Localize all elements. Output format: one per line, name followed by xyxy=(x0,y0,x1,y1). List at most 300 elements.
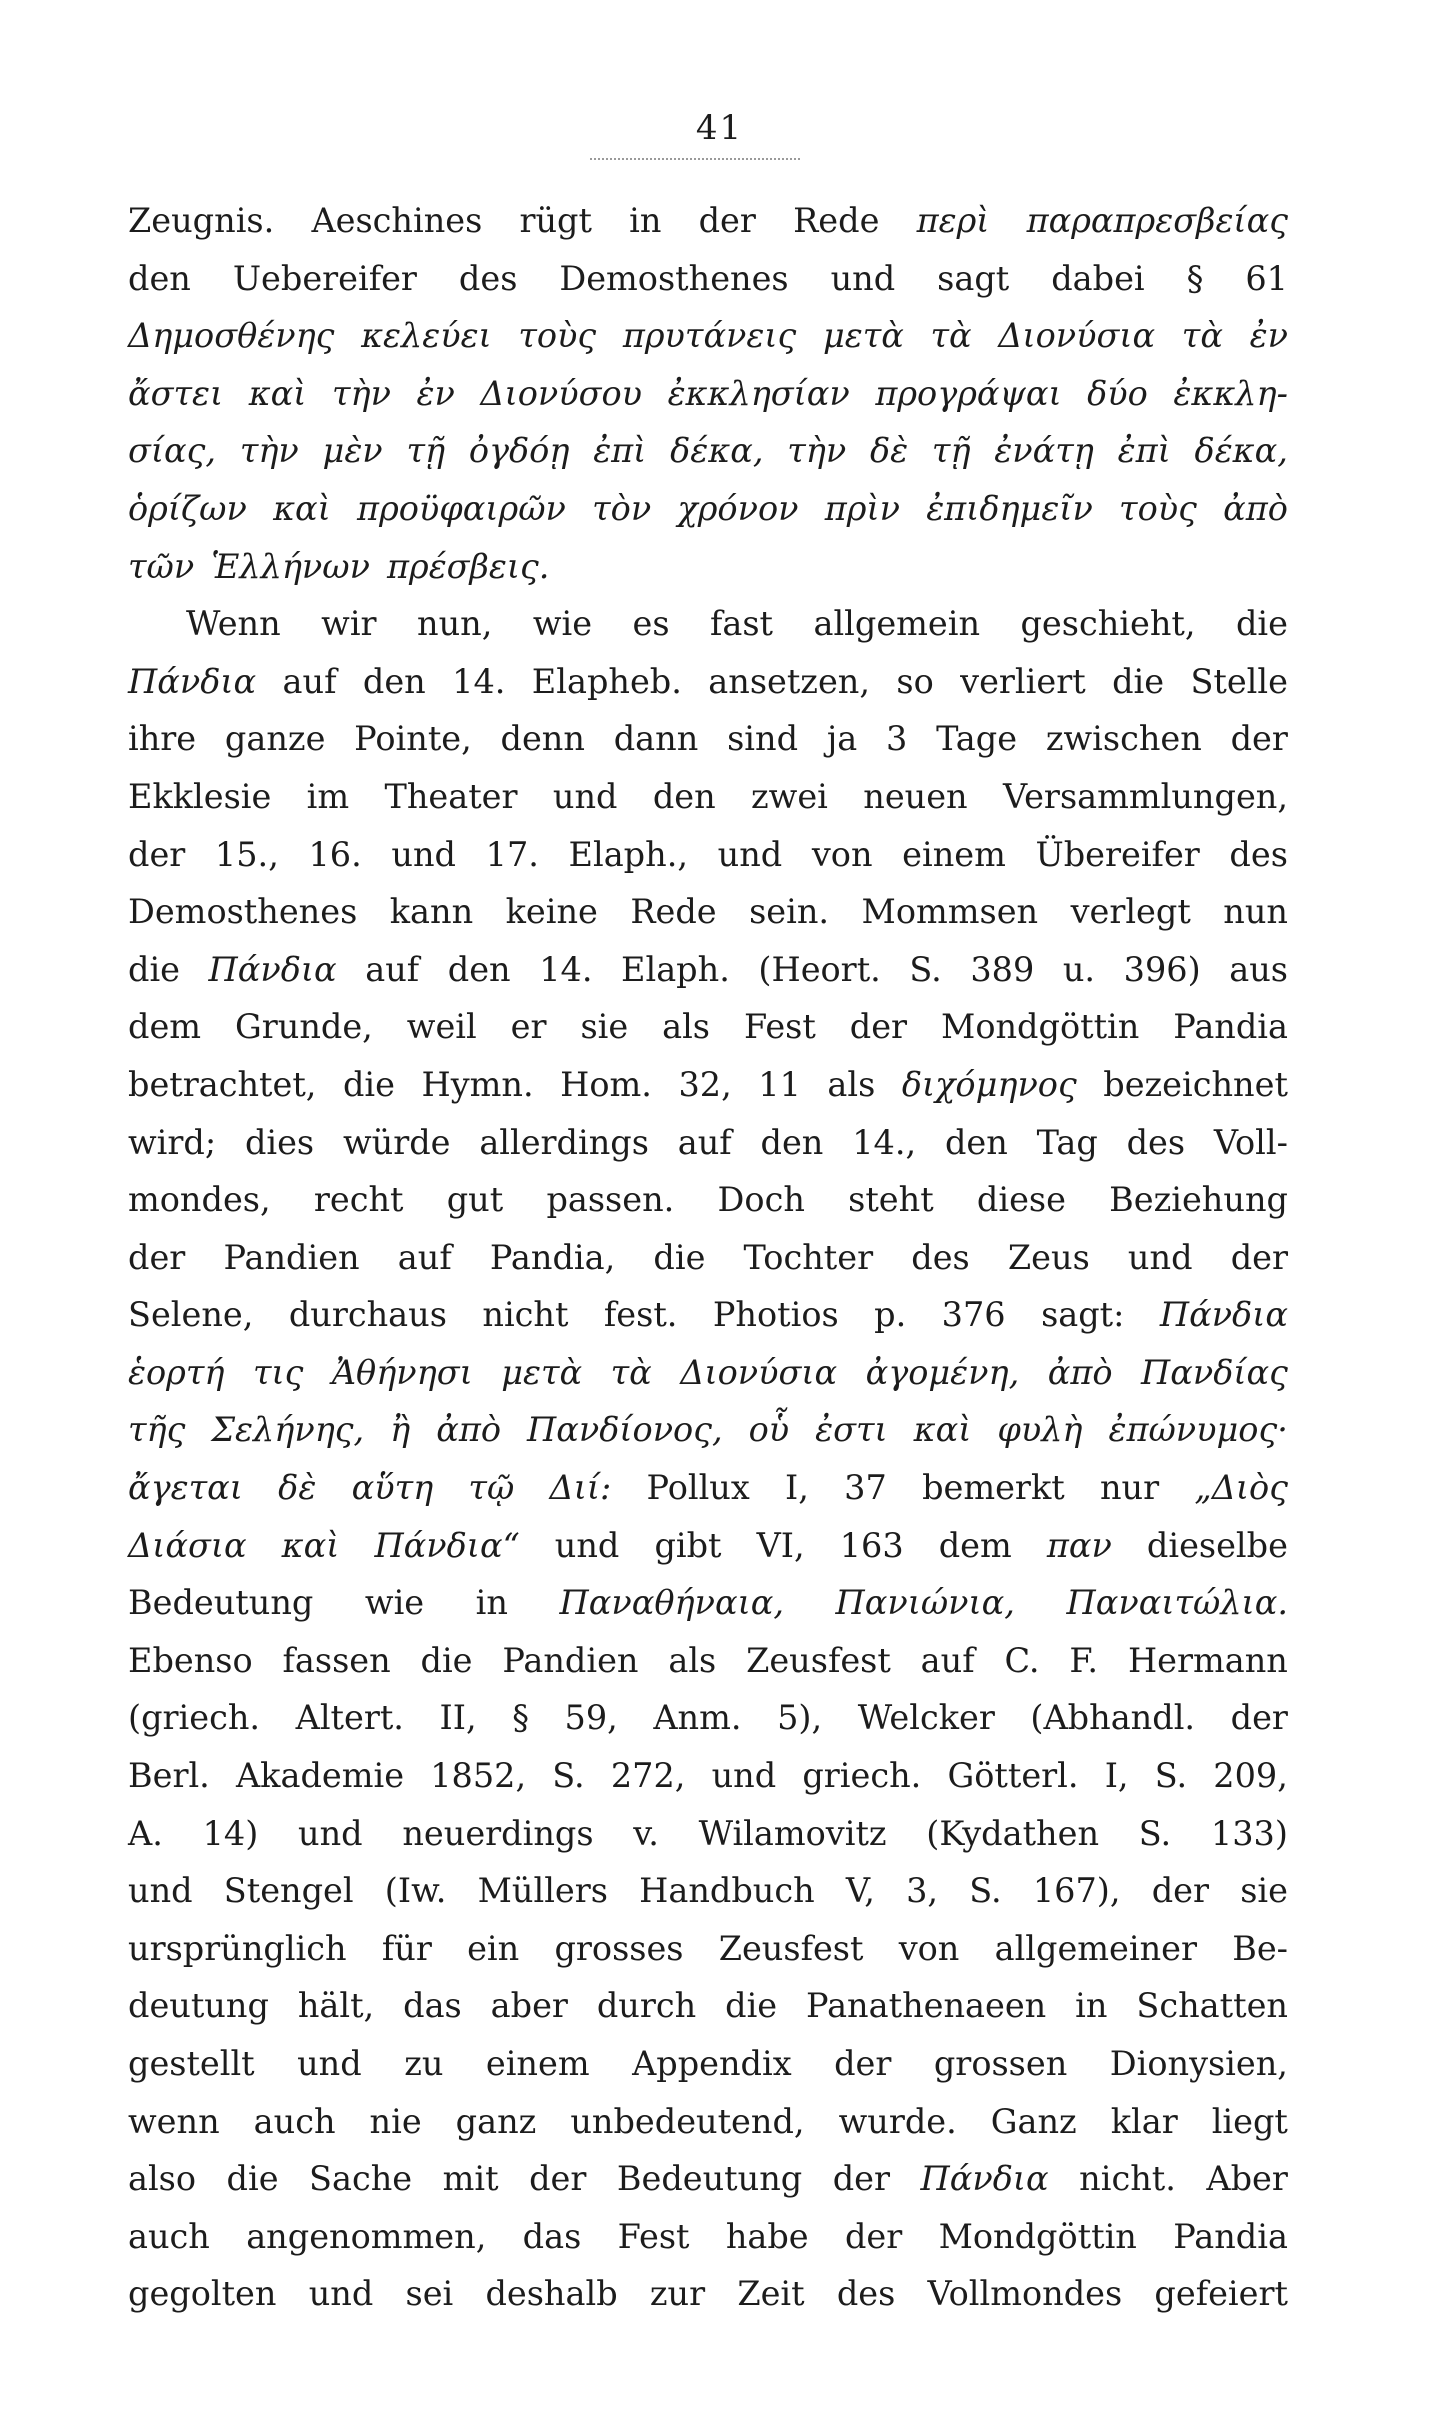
word: Πάνδια“ xyxy=(374,1525,520,1565)
word: von xyxy=(811,834,873,874)
word: „Διὸς xyxy=(1194,1468,1288,1508)
word: αὕτη xyxy=(351,1468,434,1508)
word: πρυτάνεις xyxy=(622,316,797,356)
word: Selene, xyxy=(128,1295,254,1335)
word: und xyxy=(717,834,783,874)
word: Σελήνης, xyxy=(211,1410,365,1450)
text-line xyxy=(128,2150,1288,2208)
word: sagt xyxy=(937,258,1010,298)
word: ἐνάτῃ xyxy=(994,431,1094,471)
word: II, xyxy=(439,1698,477,1738)
word: würde xyxy=(342,1122,451,1162)
word: ἐπιδημεῖν xyxy=(926,488,1093,528)
word: Πανδίας xyxy=(1141,1352,1288,1392)
word: den xyxy=(447,949,511,989)
word: Διονύσια xyxy=(998,316,1156,356)
word: Zeusfest xyxy=(718,1928,864,1968)
word: sie xyxy=(580,1007,629,1047)
word: διχόμηνος xyxy=(901,1064,1077,1104)
word: 14., xyxy=(852,1122,917,1162)
word: und xyxy=(297,2044,362,2083)
word: auch xyxy=(253,2101,336,2141)
word: Hom. xyxy=(560,1064,652,1104)
word: 209, xyxy=(1213,1756,1288,1796)
word: Welcker xyxy=(857,1698,995,1738)
word: 3, xyxy=(906,1871,939,1911)
text-line xyxy=(128,1977,1288,2035)
word: ἐπὶ xyxy=(1117,431,1171,471)
word: Pandien xyxy=(223,1237,360,1277)
word: Ἀθήνησι xyxy=(331,1352,473,1392)
word: παν xyxy=(1046,1525,1112,1565)
word: und xyxy=(128,1871,193,1911)
word: und xyxy=(554,1525,620,1565)
word: κελεύει xyxy=(361,316,492,356)
word: τὴν xyxy=(787,431,847,471)
word: (Kydathen xyxy=(926,1813,1100,1853)
word: zur xyxy=(649,2274,706,2314)
word: wird; xyxy=(128,1122,217,1162)
word: diese xyxy=(976,1180,1066,1220)
word: S. xyxy=(1154,1756,1188,1796)
word: Pandia, xyxy=(489,1237,616,1277)
word: μετὰ xyxy=(822,316,904,356)
word: Παναιτώλια. xyxy=(1066,1583,1288,1623)
word: Tochter xyxy=(743,1237,874,1277)
text-line xyxy=(128,1574,1288,1632)
text-line xyxy=(128,826,1288,884)
word: neuen xyxy=(863,776,968,816)
word: und xyxy=(391,834,456,874)
word: 17. xyxy=(485,834,539,874)
word: sind xyxy=(727,719,799,759)
word: τῇ xyxy=(931,431,971,471)
word: (Abhandl. xyxy=(1030,1698,1196,1738)
word: das xyxy=(522,2216,582,2256)
word: τοὺς xyxy=(518,316,597,356)
word: 14) xyxy=(202,1813,259,1853)
word: und xyxy=(830,258,896,298)
word: ἀγομένη, xyxy=(865,1352,1020,1392)
word: deutung xyxy=(128,1986,269,2026)
word: des xyxy=(1126,1122,1186,1162)
word: ἑορτή xyxy=(128,1352,225,1392)
text-line xyxy=(128,2035,1288,2093)
word: der xyxy=(834,2044,892,2083)
word: ἐν xyxy=(416,373,455,413)
word: Bedeutung xyxy=(616,2159,803,2199)
word: so xyxy=(896,661,934,701)
word: betrachtet, xyxy=(128,1064,317,1104)
word: τὴν xyxy=(239,431,299,471)
word: Handbuch xyxy=(639,1871,815,1911)
word: sei xyxy=(405,2274,454,2314)
word: dieselbe xyxy=(1146,1525,1288,1565)
word: die xyxy=(1112,661,1165,701)
word: wir xyxy=(321,604,377,644)
word: verliert xyxy=(960,661,1086,701)
word: das xyxy=(403,1986,462,2026)
word: Hymn. xyxy=(421,1064,534,1104)
word: 1852, xyxy=(430,1756,527,1796)
word: nun xyxy=(1223,892,1288,932)
word: geschieht, xyxy=(1020,604,1196,644)
word: der xyxy=(1230,1698,1288,1738)
word: Anm. xyxy=(653,1698,742,1738)
text-line xyxy=(128,941,1288,999)
word: dem xyxy=(938,1525,1012,1565)
word: gut xyxy=(446,1180,504,1220)
text-line xyxy=(128,1114,1288,1172)
text-line xyxy=(128,2265,1288,2323)
text-line xyxy=(128,1056,1288,1114)
text-line xyxy=(128,250,1288,308)
word: der xyxy=(698,201,756,240)
word: Rede xyxy=(630,892,717,932)
word: ἐκκλη- xyxy=(1173,373,1288,413)
word: des xyxy=(1229,834,1288,874)
word: Aeschines xyxy=(311,201,483,240)
word: als xyxy=(668,1640,717,1680)
text-line xyxy=(128,710,1288,768)
word: wie xyxy=(532,604,593,644)
word: Πανιώνια, xyxy=(835,1583,1015,1623)
word: Dionysien, xyxy=(1109,2044,1288,2083)
word: zwischen xyxy=(1045,719,1202,759)
word: nur xyxy=(1099,1468,1160,1508)
word: Elaph., xyxy=(568,834,688,874)
word: τῷ xyxy=(468,1468,515,1508)
word: δέκα, xyxy=(1194,431,1288,471)
word: δὲ xyxy=(278,1468,317,1508)
word: bemerkt xyxy=(922,1468,1065,1508)
word: recht xyxy=(313,1180,404,1220)
word: τῇ xyxy=(406,431,446,471)
word: grossen xyxy=(933,2044,1068,2083)
word: φυλὴ xyxy=(997,1410,1083,1450)
word: einem xyxy=(902,834,1006,874)
text-line xyxy=(128,2093,1288,2151)
word: in xyxy=(1075,1986,1108,2026)
word: des xyxy=(836,2274,896,2314)
word: wie xyxy=(364,1583,425,1623)
word: aber xyxy=(490,1986,568,2026)
word: Πανδίονος, xyxy=(527,1410,723,1450)
word: προγράψαι xyxy=(875,373,1062,413)
text-line xyxy=(128,1171,1288,1229)
word: aus xyxy=(1229,949,1288,989)
word: auf xyxy=(397,1237,452,1277)
word: Demosthenes xyxy=(559,258,789,298)
word: VI, xyxy=(756,1525,805,1565)
word: von xyxy=(898,1928,960,1968)
word: deshalb xyxy=(485,2274,618,2314)
word: τις xyxy=(252,1352,304,1392)
word: zwei xyxy=(751,776,828,816)
word: und xyxy=(552,776,618,816)
word: ἀπὸ xyxy=(1223,488,1288,528)
word: καὶ xyxy=(248,373,307,413)
word: Zeugnis. xyxy=(128,201,275,240)
word: die xyxy=(128,949,180,989)
word: hält, xyxy=(297,1986,375,2026)
word: ἐστι xyxy=(815,1410,888,1450)
word: den xyxy=(652,776,716,816)
word: dem xyxy=(128,1007,202,1047)
word: πρέσβεις. xyxy=(386,546,550,586)
word: ἢ xyxy=(390,1410,411,1450)
word: Διονύσια xyxy=(680,1352,838,1392)
word: den xyxy=(944,1122,1008,1162)
word: für xyxy=(381,1928,432,1968)
word: allgemein xyxy=(813,604,981,644)
word: καὶ xyxy=(273,488,331,528)
word: Pandia xyxy=(1173,1007,1288,1047)
word: προϋφαιρῶν xyxy=(357,488,566,528)
word: S. xyxy=(969,1871,1002,1911)
page-number: 41 xyxy=(695,108,744,148)
word: nicht. xyxy=(1079,2159,1176,2199)
word: δὲ xyxy=(869,431,909,471)
word: C. xyxy=(1004,1640,1040,1680)
word: Appendix xyxy=(632,2044,792,2083)
word: Pandia xyxy=(1173,2216,1288,2256)
word: Πάνδια xyxy=(208,949,337,989)
word: der xyxy=(832,2159,891,2199)
word: liegt xyxy=(1211,2101,1288,2141)
word: Ebenso xyxy=(128,1640,253,1680)
text-line xyxy=(128,1517,1288,1575)
word: σίας, xyxy=(128,431,217,471)
word: v. xyxy=(633,1813,659,1853)
word: Berl. xyxy=(128,1756,210,1796)
word: Παναθήναια, xyxy=(559,1583,784,1623)
word: τῆς xyxy=(128,1410,186,1450)
word: nun, xyxy=(417,604,493,644)
word: er xyxy=(510,1007,547,1047)
word: im xyxy=(306,776,350,816)
word: Zeus xyxy=(1007,1237,1090,1277)
text-line xyxy=(128,422,1288,480)
word: gegolten xyxy=(128,2274,277,2314)
word: die xyxy=(226,2159,279,2199)
word: die xyxy=(420,1640,473,1680)
word: durchaus xyxy=(288,1295,447,1335)
word: Aber xyxy=(1206,2159,1288,2199)
word: Bedeutung xyxy=(128,1583,314,1623)
word: fassen xyxy=(282,1640,391,1680)
word: der xyxy=(849,1007,908,1047)
text-line xyxy=(128,768,1288,826)
word: 61 xyxy=(1245,258,1288,298)
text-line xyxy=(128,1286,1288,1344)
word: 163 xyxy=(839,1525,904,1565)
word: Mondgöttin xyxy=(941,1007,1140,1047)
word: also xyxy=(128,2159,197,2199)
word: der xyxy=(1151,1871,1210,1911)
word: Wilamovitz xyxy=(698,1813,887,1853)
word: mondes, xyxy=(128,1180,271,1220)
word: 15., xyxy=(214,834,279,874)
word: τὴν xyxy=(331,373,391,413)
word: V, xyxy=(845,1871,875,1911)
word: den xyxy=(362,661,426,701)
word: ἀπὸ xyxy=(1047,1352,1113,1392)
word: Ekklesie xyxy=(128,776,272,816)
word: τὰ xyxy=(610,1352,652,1392)
word: 167), xyxy=(1032,1871,1121,1911)
word: allgemeiner xyxy=(994,1928,1197,1968)
word: der xyxy=(529,2159,587,2199)
word: 272, xyxy=(610,1756,686,1796)
word: gibt xyxy=(654,1525,722,1565)
word: Götterl. xyxy=(947,1756,1079,1796)
text-line xyxy=(128,1401,1288,1459)
word: Demosthenes xyxy=(128,892,358,932)
word: die xyxy=(342,1064,395,1104)
word: dann xyxy=(613,719,699,759)
word: δέκα, xyxy=(670,431,764,471)
word: Hermann xyxy=(1127,1640,1288,1680)
word: die xyxy=(725,1986,778,2026)
word: bezeichnet xyxy=(1103,1064,1288,1104)
word: Akademie xyxy=(235,1756,405,1796)
word: Versammlungen, xyxy=(1002,776,1288,816)
word: und xyxy=(298,1813,363,1853)
word: Elapheb. xyxy=(531,661,682,701)
word: Fest xyxy=(743,1007,816,1047)
word: durch xyxy=(596,1986,697,2026)
word: unbedeutend, xyxy=(570,2101,805,2141)
word: der xyxy=(128,1237,186,1277)
word: Übereifer xyxy=(1035,834,1200,874)
word: zu xyxy=(404,2044,444,2083)
word: ihre xyxy=(128,719,197,759)
word: Wenn xyxy=(186,604,281,644)
word: Sache xyxy=(309,2159,413,2199)
word: S. xyxy=(552,1756,585,1796)
body-text xyxy=(128,192,1288,2323)
text-line xyxy=(128,538,1288,596)
word: auf xyxy=(282,661,337,701)
word: wurde. xyxy=(838,2101,957,2141)
word: sagt: xyxy=(1041,1295,1125,1335)
word: Voll- xyxy=(1213,1122,1288,1162)
word: μὲν xyxy=(322,431,383,471)
word: Grunde, xyxy=(234,1007,373,1047)
word: δύο xyxy=(1087,373,1148,413)
word: angenommen, xyxy=(246,2216,487,2256)
word: Photios xyxy=(712,1295,839,1335)
word: (Iw. xyxy=(384,1871,447,1911)
word: Doch xyxy=(717,1180,805,1220)
word: (griech. xyxy=(128,1698,261,1738)
word: es xyxy=(632,604,670,644)
word: einem xyxy=(485,2044,590,2083)
word: Tage xyxy=(936,719,1018,759)
word: § xyxy=(1186,258,1204,298)
word: die xyxy=(1235,604,1288,644)
word: den xyxy=(760,1122,824,1162)
word: S. xyxy=(1138,1813,1172,1853)
word: περὶ xyxy=(916,201,990,240)
word: verlegt xyxy=(1070,892,1191,932)
word: des xyxy=(911,1237,970,1277)
word: ἀπὸ xyxy=(436,1410,502,1450)
text-line xyxy=(128,653,1288,711)
word: als xyxy=(827,1064,876,1104)
word: nicht xyxy=(482,1295,569,1335)
word: Διονύσου xyxy=(480,373,643,413)
word: griech. xyxy=(802,1756,922,1796)
text-line xyxy=(128,1344,1288,1402)
word: Mommsen xyxy=(861,892,1039,932)
word: mit xyxy=(442,2159,499,2199)
word: 59, xyxy=(564,1698,618,1738)
word: τοὺς xyxy=(1119,488,1197,528)
text-line xyxy=(128,1747,1288,1805)
word: habe xyxy=(725,2216,809,2256)
word: 389 xyxy=(970,949,1035,989)
word: 376 xyxy=(941,1295,1006,1335)
word: οὗ xyxy=(748,1410,790,1450)
word: fast xyxy=(709,604,774,644)
word: der xyxy=(844,2216,903,2256)
word: μετὰ xyxy=(501,1352,583,1392)
word: Pandien xyxy=(502,1640,639,1680)
word: nie xyxy=(369,2101,422,2141)
word: sein. xyxy=(749,892,830,932)
word: I, xyxy=(1104,1756,1129,1796)
text-line xyxy=(128,1632,1288,1690)
word: F. xyxy=(1069,1640,1099,1680)
word: Be- xyxy=(1232,1928,1288,1968)
text-line xyxy=(128,192,1288,250)
word: Schatten xyxy=(1136,1986,1288,2026)
word: kann xyxy=(389,892,474,932)
word: ganz xyxy=(455,2101,537,2141)
word: und xyxy=(711,1756,777,1796)
word: 396) xyxy=(1123,949,1201,989)
word: der xyxy=(1230,719,1288,759)
word: grosses xyxy=(554,1928,684,1968)
word: dies xyxy=(244,1122,315,1162)
word: ja xyxy=(826,719,858,759)
word: der xyxy=(1230,1237,1288,1277)
word: Pollux xyxy=(646,1468,750,1508)
word: passen. xyxy=(546,1180,675,1220)
word: in xyxy=(475,1583,508,1623)
word: auch xyxy=(128,2216,210,2256)
word: Altert. xyxy=(295,1698,404,1738)
word: und xyxy=(1127,1237,1193,1277)
text-line xyxy=(128,1229,1288,1287)
word: Mondgöttin xyxy=(938,2216,1137,2256)
word: Rede xyxy=(793,201,880,240)
text-line xyxy=(128,883,1288,941)
word: rügt xyxy=(519,201,592,240)
text-line xyxy=(128,1459,1288,1517)
word: Διί: xyxy=(549,1468,612,1508)
word: Zeusfest xyxy=(746,1640,891,1680)
word: Vollmondes xyxy=(927,2274,1123,2314)
word: der xyxy=(128,834,186,874)
word: des xyxy=(458,258,518,298)
text-line xyxy=(128,1805,1288,1863)
word: ἄστει xyxy=(128,373,224,413)
word: gestellt xyxy=(128,2044,255,2083)
word: und xyxy=(308,2274,374,2314)
